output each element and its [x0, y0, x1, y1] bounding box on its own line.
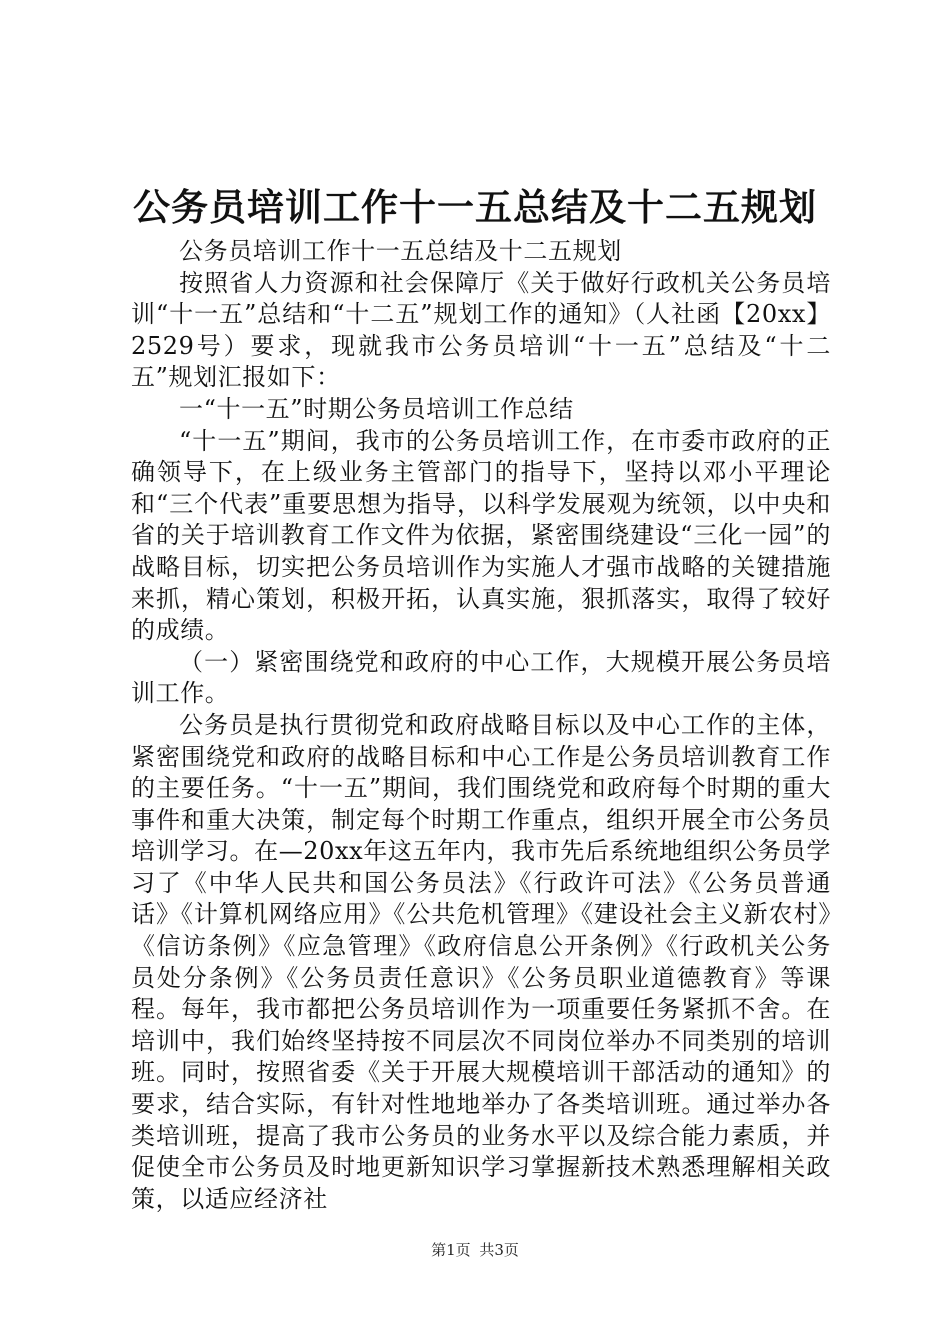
document-body — [131, 236, 831, 1215]
subsection-heading: （一）紧密围绕党和政府的中心工作，大规模开展公务员培训工作。 — [131, 647, 831, 708]
section-heading: 一“十一五”时期公务员培训工作总结 — [179, 394, 574, 423]
training-paragraph: 公务员是执行贯彻党和政府战略目标以及中心工作的主体，紧密围绕党和政府的战略目标和中心工作是公务员培训教育工作的主要任务。“十一五”期间，我们围绕党和政府每个时期的重大事件和重大决策，制定每个时期工作重点，组织开展全市公务员培训学习。在—20xx年这五年内，我市先后系统地组织公务员学习了《中华人民共和国公务员法》《行政许可法》《公务员普通话》《计算机网络应用》《公共危机管理》《建设社会主义新农村》《信访条例》《应急管理》《政府信息公开条例》《行政机关公务员处分条例》《公务员责任意识》《公务员职业道德教育》等课程。每年，我市都把公务员培训作为一项重要任务紧抓不舍。在培训中，我们始终坚持按不同层次不同岗位举办不同类别的培训班。同时，按照省委《关于开展大规模培训干部活动的通知》的要求，结合实际，有针对性地地举办了各类培训班。通过举办各类培训班，提高了我市公务员的业务水平以及综合能力素质，并促使全市公务员及时地更新知识学习掌握新技术熟悉理解相关政策，以适应经济社 — [131, 710, 831, 1213]
summary-paragraph: “十一五”期间，我市的公务员培训工作，在市委市政府的正确领导下，在上级业务主管部门的指导下，坚持以邓小平理论和“三个代表”重要思想为指导，以科学发展观为统领，以中央和省的关于培训教育工作文件为依据，紧密围绕建设“三化一园”的战略目标，切实把公务员培训作为实施人才强市战略的关键措施来抓，精心策划，积极开拓，认真实施，狠抓落实，取得了较好的成绩。 — [131, 426, 831, 645]
intro-paragraph: 按照省人力资源和社会保障厅《关于做好行政机关公务员培训“十一五”总结和“十二五”规划工作的通知》（人社函【20xx】2529号）要求，现就我市公务员培训“十一五”总结及“十二五”规划汇报如下： — [131, 268, 831, 392]
subtitle-paragraph: 公务员培训工作十一五总结及十二五规划 — [179, 237, 622, 265]
page-footer — [0, 1239, 950, 1261]
page-number: 第1页 — [431, 1241, 471, 1259]
page-total: 共3页 — [479, 1241, 519, 1259]
document-title: 公务员培训工作十一五总结及十二五规划 — [133, 185, 817, 229]
